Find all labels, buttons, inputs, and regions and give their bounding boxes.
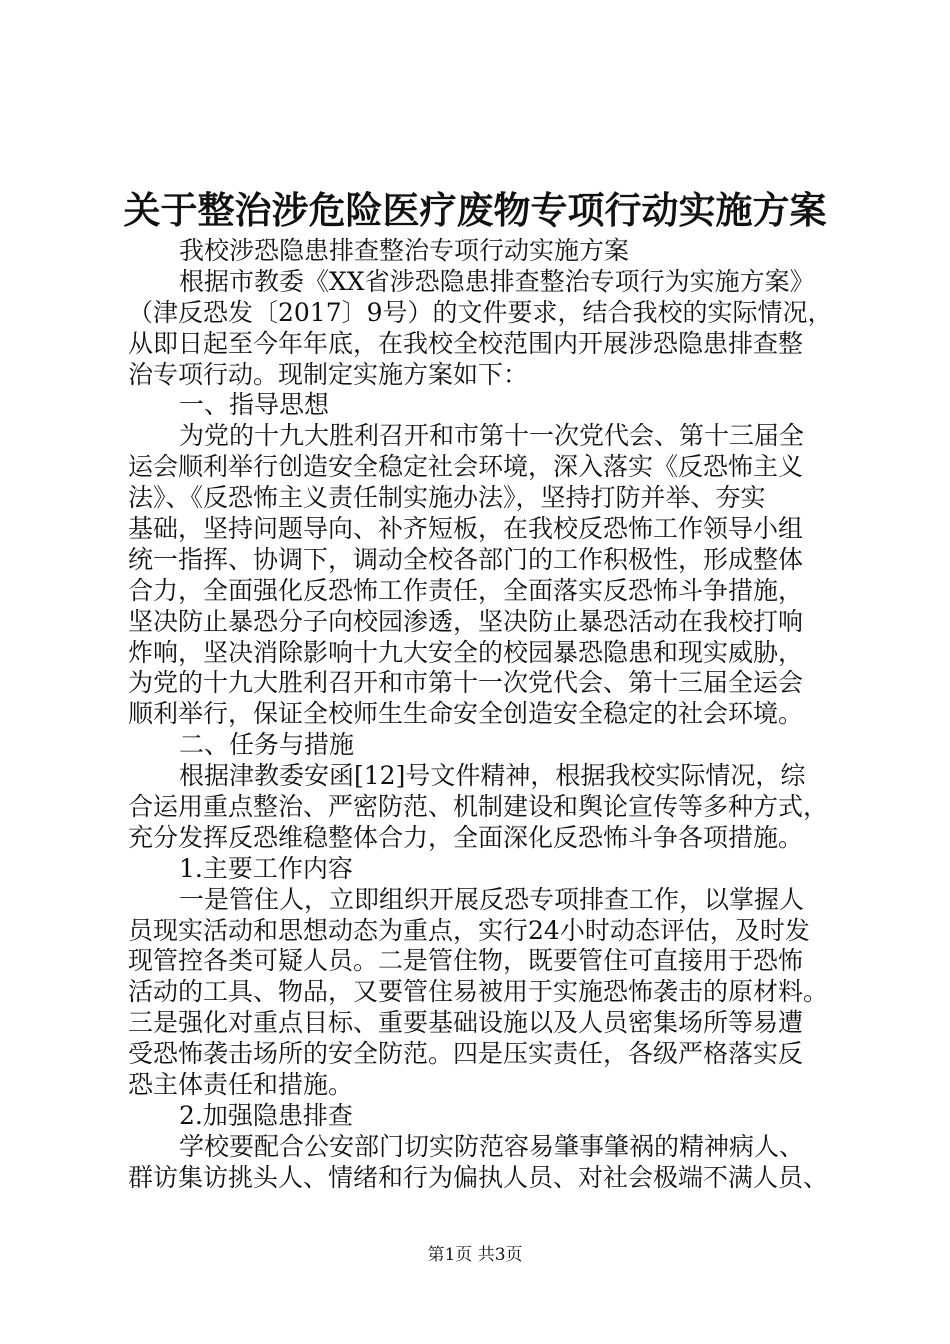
paragraph-line: 现管控各类可疑人员。二是管住物，既要管住可直接用于恐怖 xyxy=(128,946,804,976)
paragraph-line: 恐主体责任和措施。 xyxy=(128,1070,354,1100)
paragraph-line: 合力，全面强化反恐怖工作责任，全面落实反恐怖斗争措施， xyxy=(128,575,804,605)
paragraph-line: 坚决防止暴恐分子向校园渗透，坚决防止暴恐活动在我校打响 xyxy=(128,606,804,636)
paragraph-line: 充分发挥反恐维稳整体合力，全面深化反恐怖斗争各项措施。 xyxy=(128,822,804,852)
subsection-heading: 1.主要工作内容 xyxy=(179,853,353,883)
paragraph-line: 学校要配合公安部门切实防范容易肇事肇祸的精神病人、 xyxy=(179,1131,805,1161)
paragraph-line: 为党的十九大胜利召开和市第十一次党代会、第十三届全运会 xyxy=(128,668,804,698)
paragraph-line: 一是管住人，立即组织开展反恐专项排查工作，以掌握人 xyxy=(179,884,805,914)
document-title: 关于整治涉危险医疗废物专项行动实施方案 xyxy=(123,188,827,232)
paragraph-line: 活动的工具、物品，又要管住易被用于实施恐怖袭击的原材料。 xyxy=(128,977,829,1007)
page-footer: 第1页 共3页 xyxy=(427,1245,523,1265)
paragraph-line: 我校涉恐隐患排查整治专项行动实施方案 xyxy=(179,236,630,265)
paragraph-line: 三是强化对重点目标、重要基础设施以及人员密集场所等易遭 xyxy=(128,1008,804,1038)
paragraph-line: 根据市教委《XX省涉恐隐患排查整治专项行为实施方案》 xyxy=(179,266,815,296)
paragraph-line: 炸响，坚决消除影响十九大安全的校园暴恐隐患和现实威胁， xyxy=(128,637,804,667)
paragraph-line: 为党的十九大胜利召开和市第十一次党代会、第十三届全 xyxy=(179,421,805,451)
paragraph-line: 根据津教委安函[12]号文件精神，根据我校实际情况，综 xyxy=(179,761,806,791)
subsection-heading: 2.加强隐患排查 xyxy=(179,1100,353,1130)
paragraph-line: 群访集访挑头人、情绪和行为偏执人员、对社会极端不满人员、 xyxy=(128,1162,829,1192)
paragraph-line: 运会顺利举行创造安全稳定社会环境，深入落实《反恐怖主义 xyxy=(128,452,804,482)
paragraph-line: 合运用重点整治、严密防范、机制建设和舆论宣传等多种方式， xyxy=(128,792,829,822)
paragraph-line: 基础，坚持问题导向、补齐短板，在我校反恐怖工作领导小组 xyxy=(128,514,804,544)
paragraph-line: 统一指挥、协调下，调动全校各部门的工作积极性，形成整体 xyxy=(128,544,804,574)
paragraph-line: 员现实活动和思想动态为重点，实行24小时动态评估，及时发 xyxy=(128,915,810,945)
paragraph-line: 顺利举行，保证全校师生生命安全创造安全稳定的社会环境。 xyxy=(128,699,804,729)
paragraph-line: 法》、《反恐怖主义责任制实施办法》，坚持打防并举、夯实 xyxy=(128,483,766,513)
document-body xyxy=(128,236,840,1194)
section-heading: 一、指导思想 xyxy=(179,390,330,420)
section-heading: 二、任务与措施 xyxy=(179,730,355,760)
paragraph-line: 从即日起至今年年底，在我校全校范围内开展涉恐隐患排查整 xyxy=(128,328,804,358)
paragraph-line: 治专项行动。现制定实施方案如下： xyxy=(128,359,529,389)
paragraph-line: 受恐怖袭击场所的安全防范。四是压实责任，各级严格落实反 xyxy=(128,1039,804,1069)
paragraph-line: （津反恐发〔2017〕9号）的文件要求，结合我校的实际情况， xyxy=(128,297,833,327)
